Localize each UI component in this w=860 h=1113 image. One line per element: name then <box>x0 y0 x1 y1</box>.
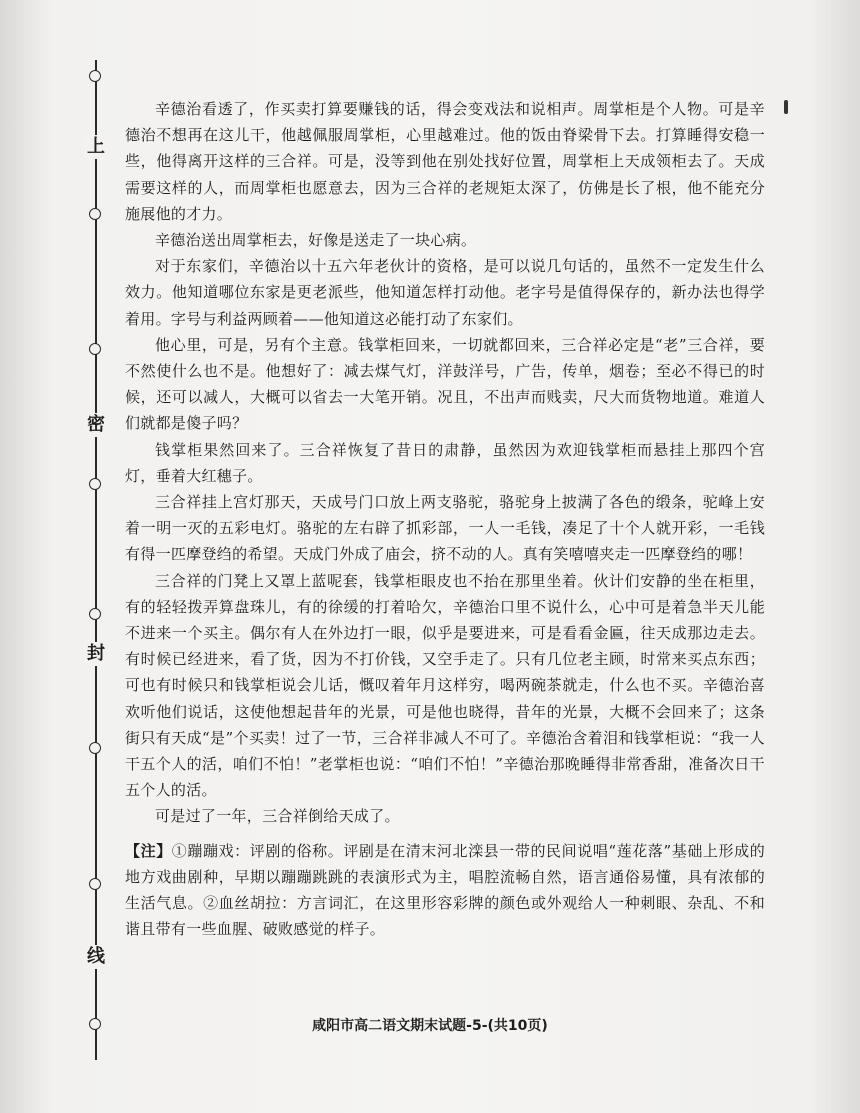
paragraph: 三合祥挂上宫灯那天，天成号门口放上两支骆驼，骆驼身上披满了各色的缎条，驼峰上安着一明一灭的五彩电灯。骆驼的左右辟了抓彩部，一人一毛钱，凑足了十个人就开彩，一毛钱有得一匹摩登绉的希望。天成门外成了庙会，挤不动的人。真有笑嘻嘻夹走一匹摩登绉的哪！ <box>125 493 765 564</box>
scan-edge-mark <box>784 100 788 114</box>
binding-circle <box>89 343 101 355</box>
footnote-label: 【注】 <box>125 841 172 860</box>
page-footer: 咸阳市高二语文期末试题-5-(共10页) <box>312 1018 548 1034</box>
paragraph: 三合祥的门凳上又罩上蓝呢套，钱掌柜眼皮也不抬在那里坐着。伙计们安静的坐在柜里，有的轻轻拨弄算盘珠儿，有的徐缓的打着哈欠，辛德治口里不说什么，心中可是着急半天儿能不进来一个买主。偶尔有人在外边打一眼，似乎是要进来，可是看看金匾，往天成那边走去。有时候已经进来，看了货，因为不打价钱，又空手走了。只有几位老主顾，时常来买点东西；可也有时候只和钱掌柜说会儿话，慨叹着年月这样穷，喝两碗茶就走，什么也不买。辛德治喜欢听他们说话，这使他想起昔年的光景，可是他也晓得，昔年的光景，大概不会回来了；这条街只有天成“是”个买卖！过了一节，三合祥非减人不可了。辛德治含着泪和钱掌柜说：“我一人干五个人的活，咱们不怕！”老掌柜也说：“咱们不怕！”辛德治那晚睡得非常香甜，准备次日干五个人的活。 <box>125 571 765 800</box>
paragraph: 辛德治看透了，作买卖打算要赚钱的话，得会变戏法和说相声。周掌柜是个人物。可是辛德治不想再在这儿干，他越佩服周掌柜，心里越难过。他的饭由脊梁骨下去。打算睡得安稳一些，他得离开这样的三合祥。可是，没等到他在别处找好位置，周掌柜上天成领柜去了。天成需要这样的人，而周掌柜也愿意去，因为三合祥的老规矩太深了，仿佛是长了根，他不能充分施展他的才力。 <box>125 100 765 223</box>
binding-label-xian: 线 <box>84 945 108 969</box>
binding-circle <box>89 70 101 82</box>
paragraph: 可是过了一年，三合祥倒给天成了。 <box>155 807 400 826</box>
paragraph: 他心里，可是，另有个主意。钱掌柜回来，一切就都回来，三合祥必定是“老”三合祥，要不然使什么也不是。他想好了：减去煤气灯，洋鼓洋号，广告，传单，烟卷；至必不得已的时候，还可以减人，大概可以省去一大笔开销。况且，不出声而贱卖，尺大而货物地道。难道人们就都是傻子吗？ <box>125 335 765 433</box>
binding-label-feng: 封 <box>84 642 108 666</box>
paragraph: 钱掌柜果然回来了。三合祥恢复了昔日的肃静，虽然因为欢迎钱掌柜而悬挂上那四个宫灯，垂着大红穗子。 <box>125 440 765 485</box>
article-body <box>125 96 765 943</box>
footnote <box>125 838 765 943</box>
paragraph: 对于东家们，辛德治以十五六年老伙计的资格，是可以说几句话的，虽然不一定发生什么效力。他知道哪位东家是更老派些，他知道怎样打动他。老字号是值得保存的，新办法也得学着用。字号与利益两顾着——他知道这必能打动了东家们。 <box>125 257 765 328</box>
binding-circle <box>89 608 101 620</box>
binding-circle <box>89 478 101 490</box>
footnote-text: ①蹦蹦戏：评剧的俗称。评剧是在清末河北滦县一带的民间说唱“莲花落”基础上形成的地方戏曲剧种，早期以蹦蹦跳跳的表演形式为主，唱腔流畅自然，语言通俗易懂，具有浓郁的生活气息。②血丝胡拉：方言词汇，在这里形容彩牌的颜色或外观给人一种刺眼、杂乱、不和谐且带有一些血腥、破败感觉的样子。 <box>125 841 766 939</box>
binding-circle <box>89 742 101 754</box>
binding-label-shang: 上 <box>84 135 108 159</box>
binding-label-mi: 密 <box>84 413 108 437</box>
binding-circle <box>89 878 101 890</box>
binding-line <box>76 60 116 1060</box>
binding-circle <box>89 208 101 220</box>
paragraph: 辛德治送出周掌柜去，好像是送走了一块心病。 <box>155 231 477 250</box>
